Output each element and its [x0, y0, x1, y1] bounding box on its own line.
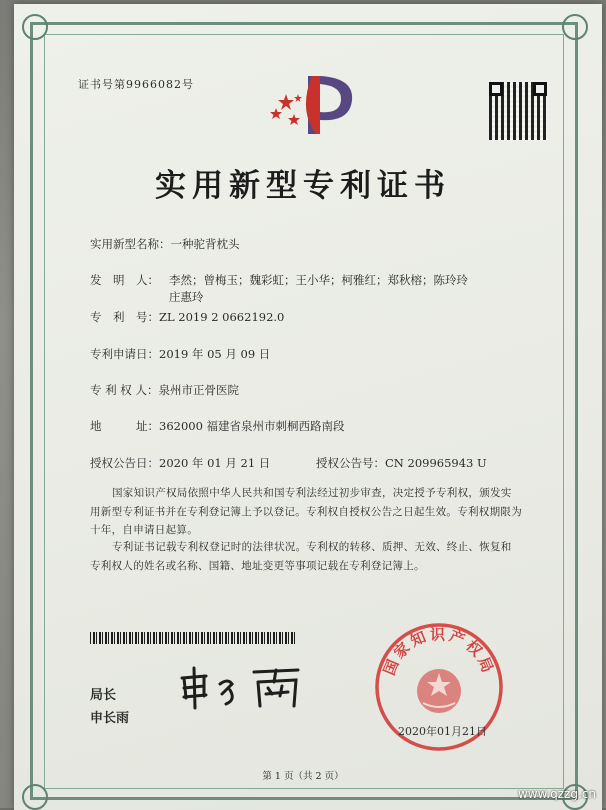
field-value: 2019 年 05 月 09 日	[159, 347, 271, 361]
field-grant-announcement-date	[90, 455, 270, 471]
field-value: 一种驼背枕头	[170, 237, 240, 251]
field-patentee	[90, 382, 239, 398]
barcode	[90, 632, 295, 644]
field-value: 2020 年 01 月 21 日	[159, 456, 271, 470]
corner-ornament-icon	[22, 14, 48, 40]
field-value: 庄惠玲	[169, 290, 204, 304]
corner-ornament-icon	[562, 14, 588, 40]
field-inventors	[90, 272, 468, 288]
field-address	[90, 418, 345, 434]
patent-office-emblem-icon	[268, 70, 358, 142]
field-inventors-continued	[169, 289, 204, 305]
field-label: 授权公告号：	[316, 456, 385, 470]
legal-notice-paragraph: 国家知识产权局依照中华人民共和国专利法经过初步审查，决定授予专利权，颁发实用新型专利证书并在专利登记簿上予以登记。专利权自授权公告之日起生效。专利权期限为十年，自申请日起算。	[90, 487, 522, 536]
qr-code[interactable]	[487, 80, 549, 142]
seal-date: 2020年01月21日	[398, 725, 487, 738]
field-patent-number	[90, 309, 284, 325]
director-title: 局长	[90, 688, 117, 703]
field-grant-announcement-number	[316, 455, 487, 471]
field-label: 专利申请日：	[90, 347, 159, 361]
field-value: 李然；曾梅玉；魏彩虹；王小华；柯雅红；郑秋榕；陈玲玲	[169, 273, 468, 287]
director-signature	[176, 664, 326, 712]
field-value: ZL 2019 2 0662192.0	[159, 310, 285, 324]
page-footer: 第 1 页（共 2 页）	[262, 771, 344, 782]
corner-ornament-icon	[22, 784, 48, 810]
field-label: 发 明 人：	[90, 273, 159, 287]
field-value: CN 209965943 U	[385, 456, 487, 470]
field-label: 专 利 权 人：	[90, 383, 159, 397]
seal-text: 国家知识产权局	[380, 625, 498, 678]
certificate-number: 证书号第9966082号	[78, 78, 194, 91]
director-name: 申长雨	[90, 711, 130, 726]
field-utility-model-name	[90, 236, 240, 252]
certificate-title: 实用新型专利证书	[155, 168, 451, 204]
field-label: 授权公告日：	[90, 456, 159, 470]
field-label: 专 利 号：	[90, 310, 159, 324]
site-watermark: www.qzzg.cn	[517, 787, 596, 801]
legal-notice-paragraph: 专利证书记载专利权登记时的法律状况。专利权的转移、质押、无效、终止、恢复和专利权人的姓名或名称、国籍、地址变更等事项记载在专利登记簿上。	[90, 541, 512, 572]
field-label: 实用新型名称：	[90, 237, 171, 251]
field-value: 362000 福建省泉州市刺桐西路南段	[159, 419, 345, 433]
field-value: 泉州市正骨医院	[158, 383, 239, 397]
field-filing-date	[90, 346, 270, 362]
field-label: 地 址：	[90, 419, 159, 433]
